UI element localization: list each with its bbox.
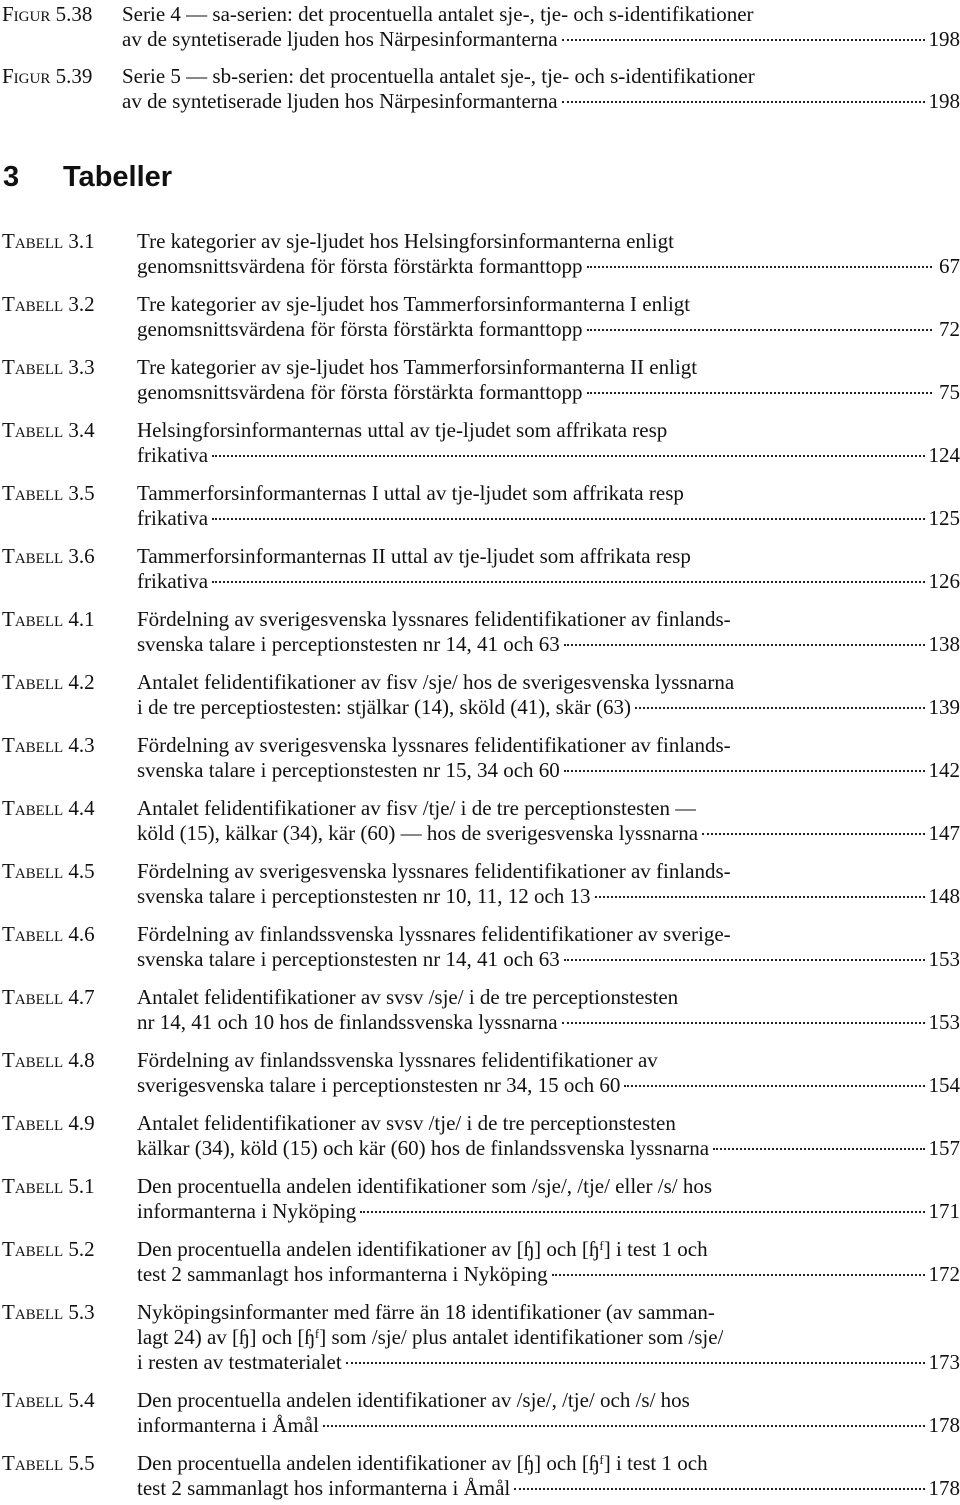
entry-text xyxy=(122,64,960,114)
entry-line-text: av de syntetiserade ljuden hos Närpesinformanterna xyxy=(122,89,558,113)
entry-line xyxy=(137,796,960,821)
entry-line-text: Fördelning av finlandssvenska lyssnares felidentifikationer av sverige- xyxy=(137,922,731,946)
entry-line xyxy=(137,292,960,317)
entry-text xyxy=(137,607,960,657)
dot-leader xyxy=(562,39,925,41)
dot-leader xyxy=(323,1425,925,1427)
entry-text xyxy=(137,922,960,972)
entry-line xyxy=(137,317,960,342)
entry-line xyxy=(122,64,960,89)
entry-label: Figur 5.39 xyxy=(2,64,93,88)
entry-label: Tabell 4.8 xyxy=(2,1048,95,1072)
entry-line xyxy=(137,1300,960,1325)
entry-line-text: Antalet felidentifikationer av svsv /sje/ i de tre perceptionstesten xyxy=(137,985,679,1009)
entry-line-text: i de tre perceptiostesten: stjälkar (14), sköld (41), skär (63) xyxy=(137,695,631,719)
entry-line-text: kälkar (34), köld (15) och kär (60) hos de finlandssvenska lyssnarna xyxy=(137,1136,710,1160)
entry-text xyxy=(137,1237,960,1287)
entry-line-text: Tre kategorier av sje-ljudet hos Tammerforsinformanterna I enligt xyxy=(137,292,691,316)
dot-leader xyxy=(562,1022,925,1024)
entry-line-text: genomsnittsvärdena för första förstärkta formanttopp xyxy=(137,380,583,404)
entry-label: Tabell 3.3 xyxy=(2,355,95,379)
entry-line-text: Fördelning av sverigesvenska lyssnares felidentifikationer av finlands- xyxy=(137,733,731,757)
entry-line xyxy=(122,89,960,114)
entry-label: Tabell 4.4 xyxy=(2,796,95,820)
entry-line xyxy=(137,1476,960,1501)
entry-text xyxy=(137,859,960,909)
entry-text xyxy=(137,1388,960,1438)
section-title: Tabeller xyxy=(63,161,173,193)
entry-label: Tabell 4.2 xyxy=(2,670,95,694)
entry-line-text: Fördelning av sverigesvenska lyssnares felidentifikationer av finlands- xyxy=(137,607,731,631)
entry-line-text: Antalet felidentifikationer av fisv /sje/ hos de sverigesvenska lyssnarna xyxy=(137,670,735,694)
page-number[interactable]: 142 xyxy=(928,758,960,782)
page-number[interactable]: 138 xyxy=(928,632,960,656)
entry-line-text: Fördelning av finlandssvenska lyssnares felidentifikationer av xyxy=(137,1048,658,1072)
entry-line xyxy=(137,947,960,972)
entry-label: Tabell 5.4 xyxy=(2,1388,95,1412)
entry-line xyxy=(137,1237,960,1262)
entry-line xyxy=(137,569,960,594)
entry-label: Tabell 5.5 xyxy=(2,1451,95,1475)
page-number[interactable]: 153 xyxy=(928,947,960,971)
entry-text xyxy=(137,1451,960,1501)
entry-line-text: Antalet felidentifikationer av svsv /tje/ i de tre perceptionstesten xyxy=(137,1111,676,1135)
entry-line-text: lagt 24) av [ɧ] och [ɧᶠ] som /sje/ plus antalet identifikationer som /sje/ xyxy=(137,1325,724,1349)
entry-line-text: Antalet felidentifikationer av fisv /tje/ i de tre perceptionstesten — xyxy=(137,796,697,820)
entry-line xyxy=(137,922,960,947)
entry-line xyxy=(137,506,960,531)
entry-label: Tabell 5.3 xyxy=(2,1300,95,1324)
entry-line-text: genomsnittsvärdena för första förstärkta formanttopp xyxy=(137,317,583,341)
page-number[interactable]: 124 xyxy=(928,443,960,467)
entry-label: Tabell 3.2 xyxy=(2,292,95,316)
entry-text xyxy=(122,2,960,52)
entry-line xyxy=(137,821,960,846)
entry-text xyxy=(137,796,960,846)
dot-leader xyxy=(564,770,925,772)
entry-line-text: Den procentuella andelen identifikationer av [ɧ] och [ɧᶠ] i test 1 och xyxy=(137,1237,708,1261)
entry-line-text: informanterna i Nyköping xyxy=(137,1199,357,1223)
dot-leader xyxy=(212,581,924,583)
entry-line xyxy=(137,695,960,720)
entry-line xyxy=(137,632,960,657)
entry-line xyxy=(137,380,960,405)
entry-line-text: Serie 4 — sa-serien: det procentuella antalet sje-, tje- och s-identifikationer xyxy=(122,2,754,26)
entry-line-text: sverigesvenska talare i perceptionstesten nr 34, 15 och 60 xyxy=(137,1073,621,1097)
dot-leader xyxy=(713,1148,924,1150)
entry-line-text: test 2 sammanlagt hos informanterna i Åmål xyxy=(137,1476,511,1500)
entry-line xyxy=(137,1111,960,1136)
dot-leader xyxy=(514,1488,924,1490)
entry-text xyxy=(137,733,960,783)
entry-label: Tabell 3.5 xyxy=(2,481,95,505)
entry-line-text: Fördelning av sverigesvenska lyssnares felidentifikationer av finlands- xyxy=(137,859,731,883)
dot-leader xyxy=(587,392,932,394)
entry-label: Tabell 3.4 xyxy=(2,418,95,442)
dot-leader xyxy=(564,959,925,961)
entry-text xyxy=(137,544,960,594)
entry-line-text: frikativa xyxy=(137,569,209,593)
entry-line xyxy=(137,733,960,758)
dot-leader xyxy=(624,1085,924,1087)
entry-line xyxy=(122,2,960,27)
entry-line-text: frikativa xyxy=(137,443,209,467)
entry-text xyxy=(137,1111,960,1161)
entry-line xyxy=(137,670,960,695)
entry-line xyxy=(137,355,960,380)
dot-leader xyxy=(595,896,925,898)
entry-line xyxy=(137,1262,960,1287)
entry-line xyxy=(137,1010,960,1035)
page-number[interactable]: 172 xyxy=(928,1262,960,1286)
entry-line xyxy=(137,418,960,443)
page-number[interactable]: 198 xyxy=(928,27,960,51)
entry-label: Tabell 4.6 xyxy=(2,922,95,946)
entry-label: Tabell 5.2 xyxy=(2,1237,95,1261)
page-number[interactable]: 148 xyxy=(928,884,960,908)
entry-text xyxy=(137,670,960,720)
page-number[interactable]: 125 xyxy=(928,506,960,530)
entry-line xyxy=(137,481,960,506)
entry-label: Tabell 3.1 xyxy=(2,229,95,253)
entry-line-text: Den procentuella andelen identifikationer av [ɧ] och [ɧᶠ] i test 1 och xyxy=(137,1451,708,1475)
entry-line-text: informanterna i Åmål xyxy=(137,1413,319,1437)
entry-line xyxy=(137,1451,960,1476)
dot-leader xyxy=(702,833,924,835)
entry-label: Tabell 4.5 xyxy=(2,859,95,883)
page-number[interactable]: 75 xyxy=(939,380,960,404)
page-number[interactable]: 173 xyxy=(928,1350,960,1374)
entry-line-text: Tammerforsinformanternas II uttal av tje-ljudet som affrikata resp xyxy=(137,544,691,568)
entry-line xyxy=(137,884,960,909)
entry-line-text: genomsnittsvärdena för första förstärkta formanttopp xyxy=(137,254,583,278)
entry-line-text: svenska talare i perceptionstesten nr 14, 41 och 63 xyxy=(137,632,560,656)
entry-label: Figur 5.38 xyxy=(2,2,93,26)
page-number[interactable]: 157 xyxy=(928,1136,960,1160)
entry-line xyxy=(137,1199,960,1224)
dot-leader xyxy=(562,101,925,103)
page-number[interactable]: 198 xyxy=(928,89,960,113)
page-number[interactable]: 178 xyxy=(928,1476,960,1500)
entry-line xyxy=(137,607,960,632)
entry-text xyxy=(137,1174,960,1224)
entry-label: Tabell 4.1 xyxy=(2,607,95,631)
page-number[interactable]: 171 xyxy=(928,1199,960,1223)
page-number[interactable]: 126 xyxy=(928,569,960,593)
entry-line xyxy=(137,1048,960,1073)
entry-text xyxy=(137,985,960,1035)
dot-leader xyxy=(587,266,932,268)
entry-line xyxy=(137,229,960,254)
page-number[interactable]: 72 xyxy=(939,317,960,341)
entry-line xyxy=(137,254,960,279)
entry-line xyxy=(137,443,960,468)
entry-line xyxy=(137,1413,960,1438)
entry-line-text: svenska talare i perceptionstesten nr 14, 41 och 63 xyxy=(137,947,560,971)
entry-line xyxy=(137,1388,960,1413)
entry-line xyxy=(137,1325,960,1350)
page-number[interactable]: 147 xyxy=(928,821,960,845)
entry-line-text: köld (15), kälkar (34), kär (60) — hos de sverigesvenska lyssnarna xyxy=(137,821,699,845)
entry-line-text: frikativa xyxy=(137,506,209,530)
entry-line-text: i resten av testmaterialet xyxy=(137,1350,342,1374)
entry-line-text: nr 14, 41 och 10 hos de finlandssvenska lyssnarna xyxy=(137,1010,558,1034)
entry-line-text: svenska talare i perceptionstesten nr 10, 11, 12 och 13 xyxy=(137,884,591,908)
entry-text xyxy=(137,292,960,342)
entry-text xyxy=(137,481,960,531)
page-number[interactable]: 67 xyxy=(939,254,960,278)
page-number[interactable]: 154 xyxy=(928,1073,960,1097)
dot-leader xyxy=(552,1274,925,1276)
entry-label: Tabell 3.6 xyxy=(2,544,95,568)
entry-line-text: Helsingforsinformanternas uttal av tje-ljudet som affrikata resp xyxy=(137,418,668,442)
entry-line-text: test 2 sammanlagt hos informanterna i Nyköping xyxy=(137,1262,548,1286)
section-heading xyxy=(3,158,172,196)
entry-text xyxy=(137,1300,960,1375)
page-number[interactable]: 139 xyxy=(928,695,960,719)
entry-line xyxy=(137,1073,960,1098)
entry-line-text: Tre kategorier av sje-ljudet hos Helsingforsinformanterna enligt xyxy=(137,229,674,253)
entry-line xyxy=(122,27,960,52)
page-number[interactable]: 153 xyxy=(928,1010,960,1034)
entry-line-text: Tre kategorier av sje-ljudet hos Tammerforsinformanterna II enligt xyxy=(137,355,698,379)
dot-leader xyxy=(587,329,932,331)
entry-line-text: Serie 5 — sb-serien: det procentuella antalet sje-, tje- och s-identifikationer xyxy=(122,64,755,88)
entry-line-text: av de syntetiserade ljuden hos Närpesinformanterna xyxy=(122,27,558,51)
entry-line-text: Den procentuella andelen identifikationer som /sje/, /tje/ eller /s/ hos xyxy=(137,1174,712,1198)
dot-leader xyxy=(212,518,924,520)
dot-leader xyxy=(635,707,925,709)
dot-leader xyxy=(564,644,925,646)
entry-line xyxy=(137,1136,960,1161)
entry-label: Tabell 4.3 xyxy=(2,733,95,757)
entry-label: Tabell 4.9 xyxy=(2,1111,95,1135)
entry-line-text: Tammerforsinformanternas I uttal av tje-ljudet som affrikata resp xyxy=(137,481,684,505)
entry-line-text: Den procentuella andelen identifikationer av /sje/, /tje/ och /s/ hos xyxy=(137,1388,690,1412)
entry-line xyxy=(137,859,960,884)
entry-text xyxy=(137,355,960,405)
entry-line xyxy=(137,1350,960,1375)
entry-line-text: svenska talare i perceptionstesten nr 15, 34 och 60 xyxy=(137,758,560,782)
entry-text xyxy=(137,1048,960,1098)
entry-text xyxy=(137,418,960,468)
section-number: 3 xyxy=(3,161,20,193)
entry-label: Tabell 4.7 xyxy=(2,985,95,1009)
entry-line xyxy=(137,985,960,1010)
entry-line xyxy=(137,544,960,569)
entry-line xyxy=(137,758,960,783)
page-number[interactable]: 178 xyxy=(928,1413,960,1437)
entry-line xyxy=(137,1174,960,1199)
entry-text xyxy=(137,229,960,279)
dot-leader xyxy=(346,1362,925,1364)
dot-leader xyxy=(212,455,924,457)
entry-label: Tabell 5.1 xyxy=(2,1174,95,1198)
dot-leader xyxy=(360,1211,924,1213)
entry-line-text: Nyköpingsinformanter med färre än 18 identifikationer (av samman- xyxy=(137,1300,715,1324)
